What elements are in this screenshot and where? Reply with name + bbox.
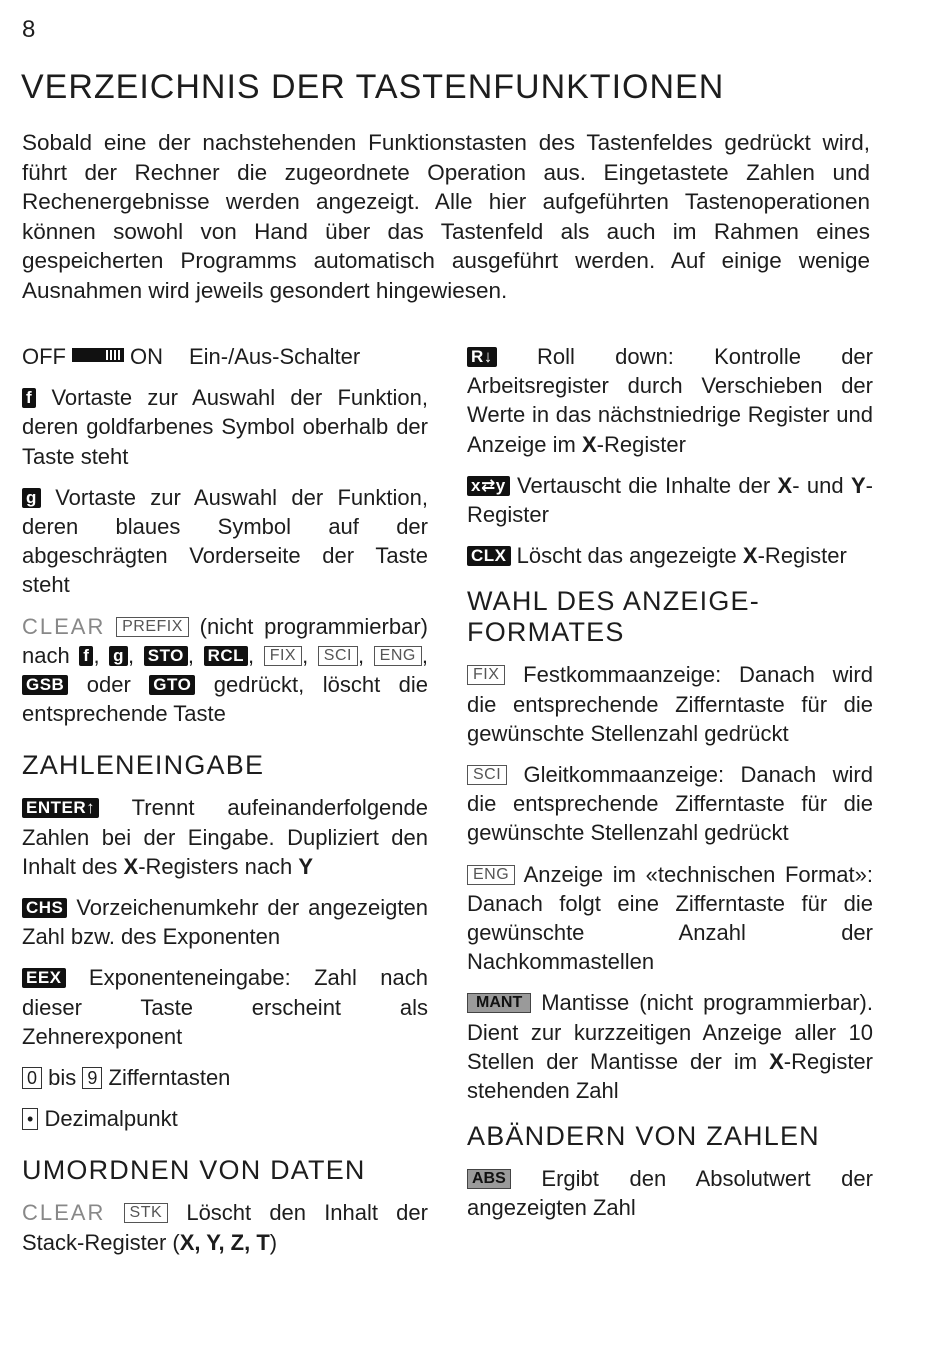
x-register-label: X: [123, 853, 139, 879]
sci-key-icon: SCI: [467, 765, 507, 785]
x-exchange-y-description-b: - und: [792, 472, 844, 498]
clear-prefix-text-2: gedrückt, löscht die entsprechende Taste: [22, 672, 428, 727]
mant-entry: [467, 988, 873, 1105]
x-register-label: X: [581, 431, 597, 457]
sci-key-icon: SCI: [318, 646, 358, 666]
y-register-label: Y: [850, 472, 866, 498]
f-key-icon: f: [22, 388, 36, 408]
stack-registers-label: X, Y, Z, T: [179, 1229, 270, 1255]
clear-stk-description-b: ): [269, 1229, 278, 1255]
clear-label: CLEAR: [22, 1200, 106, 1226]
on-label: ON: [130, 344, 163, 369]
decimal-point-key-icon: •: [22, 1108, 38, 1130]
g-key-icon: g: [22, 488, 41, 508]
enter-key-icon: ENTER↑: [22, 798, 99, 818]
left-column: [22, 342, 428, 1269]
clx-key-icon: CLX: [467, 546, 511, 566]
chs-key-entry: [22, 893, 428, 951]
gto-key-icon: GTO: [149, 675, 195, 695]
g-key-description: Vortaste zur Auswahl der Funktion, deren blaues Symbol auf der abgeschrägten Vorderseite der Taste steht: [22, 484, 428, 598]
sto-key-icon: STO: [144, 646, 188, 666]
on-off-switch-icon: [72, 348, 124, 362]
enter-description-a: Trennt aufeinanderfolgende Zahlen bei der Eingabe. Dupliziert den Inhalt des: [22, 795, 428, 879]
decimal-point-entry: [22, 1104, 428, 1133]
section-abaendern: ABÄNDERN VON ZAHLEN: [467, 1121, 820, 1152]
intro-paragraph: Sobald eine der nachstehenden Funktionstasten des Tastenfeldes gedrückt wird, führt der Rechner die zugeordnete Operation aus. Eingetastete Zahlen und Rechenergebnisse werden angezeigt. Alle hier aufgeführten Tastenoperationen können sowohl von Hand über das Tastenfeld als auch im Rahmen eines gespeicherten Programms automatisch ausgeführt werden. Auf einige wenige Ausnahmen wird jeweils gesondert hingewiesen.: [22, 130, 870, 303]
x-register-label: X: [742, 543, 758, 569]
clear-prefix-entry: CLEAR PREFIX (nicht programmierbar) nach f , g , STO , RCL , FIX , SCI , ENG , GSB oder GTO gedrückt, löscht die entsprechende Taste: [22, 613, 428, 727]
g-key-icon: g: [109, 646, 128, 666]
clear-label: CLEAR: [22, 613, 106, 639]
x-register-label: X: [777, 472, 793, 498]
roll-down-entry: [467, 342, 873, 459]
eng-key-icon: ENG: [374, 646, 422, 666]
enter-description-b: -Registers nach: [138, 853, 293, 879]
gsb-key-icon: GSB: [22, 675, 68, 695]
zero-key-icon: 0: [22, 1067, 42, 1089]
eng-description: Anzeige im «technischen Format»: Danach folgt eine Zifferntaste für die gewünschte Anzahl der Nachkommastellen: [467, 861, 873, 975]
digit-keys-entry: [22, 1063, 428, 1092]
x-register-label: X: [769, 1048, 784, 1074]
roll-down-key-icon: R↓: [467, 347, 497, 367]
abs-key-icon: ABS: [467, 1169, 511, 1189]
on-off-switch-entry: [22, 342, 428, 371]
rcl-key-icon: RCL: [204, 646, 248, 666]
fix-entry: [467, 660, 873, 748]
off-label: OFF: [22, 344, 66, 369]
right-column: [467, 342, 873, 1235]
prefix-key-icon: PREFIX: [116, 617, 189, 637]
fix-key-icon: FIX: [467, 665, 505, 685]
roll-down-description-b: -Register: [596, 431, 686, 457]
chs-description: Vorzeichenumkehr der angezeigten Zahl bzw. des Exponenten: [22, 895, 428, 950]
clear-stk-description-a: Löscht den Inhalt der Stack-Register (: [22, 1200, 428, 1255]
page-title: VERZEICHNIS DER TASTENFUNKTIONEN: [21, 68, 725, 106]
mant-description-a: Mantisse (nicht programmierbar). Dient zur kurzzeitigen Anzeige aller 10 Stellen der Mantisse der im: [467, 990, 873, 1074]
on-off-description: Ein-/Aus-Schalter: [189, 344, 361, 369]
section-umordnen: UMORDNEN VON DATEN: [22, 1155, 366, 1186]
x-exchange-y-entry: [467, 471, 873, 529]
eex-key-icon: EEX: [22, 968, 66, 988]
mant-description-b: -Register stehenden Zahl: [467, 1048, 873, 1104]
digit-keys-description: Zifferntasten: [108, 1065, 231, 1091]
chs-key-icon: CHS: [22, 898, 67, 918]
clx-entry: [467, 541, 873, 570]
roll-down-description-a: Roll down: Kontrolle der Arbeitsregister durch Verschieben der Werte in das nächstniedrige Register und Anzeige im: [467, 344, 873, 457]
eex-description: Exponenteneingabe: Zahl nach dieser Taste erscheint als Zehnerexponent: [22, 965, 428, 1049]
fix-key-icon: FIX: [264, 646, 302, 666]
decimal-point-description: Dezimalpunkt: [44, 1106, 178, 1132]
stk-key-icon: STK: [124, 1203, 169, 1223]
x-exchange-y-description-c: -Register: [467, 472, 873, 528]
eng-key-icon: ENG: [467, 865, 515, 885]
sci-description: Gleitkommaanzeige: Danach wird die entsprechende Zifferntaste für die gewünschte Stellenzahl gedrückt: [467, 762, 873, 846]
mant-key-icon: MANT: [467, 993, 531, 1013]
g-key-entry: [22, 483, 428, 600]
section-anzeigeformat: WAHL DES ANZEIGE-FORMATES: [467, 586, 760, 648]
abs-entry: [467, 1164, 873, 1222]
x-exchange-y-description-a: Vertauscht die Inhalte der: [517, 472, 771, 498]
eng-entry: [467, 860, 873, 977]
clear-stk-entry: [22, 1198, 428, 1256]
page-number: 8: [22, 16, 36, 43]
x-exchange-y-key-icon: x⇄y: [467, 476, 510, 496]
sci-entry: [467, 760, 873, 848]
oder-text: oder: [86, 672, 131, 698]
section-zahleneingabe: ZAHLENEINGABE: [22, 750, 265, 781]
eex-key-entry: [22, 963, 428, 1051]
f-key-icon: f: [79, 646, 93, 666]
f-key-entry: [22, 383, 428, 471]
abs-description: Ergibt den Absolutwert der angezeigten Zahl: [467, 1166, 873, 1221]
bis-text: bis: [48, 1065, 77, 1091]
fix-description: Festkommaanzeige: Danach wird die entsprechende Zifferntaste für die gewünschte Stellenzahl gedrückt: [467, 662, 873, 746]
clear-prefix-text-1: (nicht programmierbar) nach: [22, 613, 428, 668]
clx-description-b: -Register: [757, 543, 847, 569]
enter-key-entry: [22, 793, 428, 881]
f-key-description: Vortaste zur Auswahl der Funktion, deren goldfarbenes Symbol oberhalb der Taste steht: [22, 385, 428, 469]
y-register-label: Y: [298, 853, 314, 879]
nine-key-icon: 9: [82, 1067, 102, 1089]
clx-description-a: Löscht das angezeigte: [516, 543, 737, 569]
